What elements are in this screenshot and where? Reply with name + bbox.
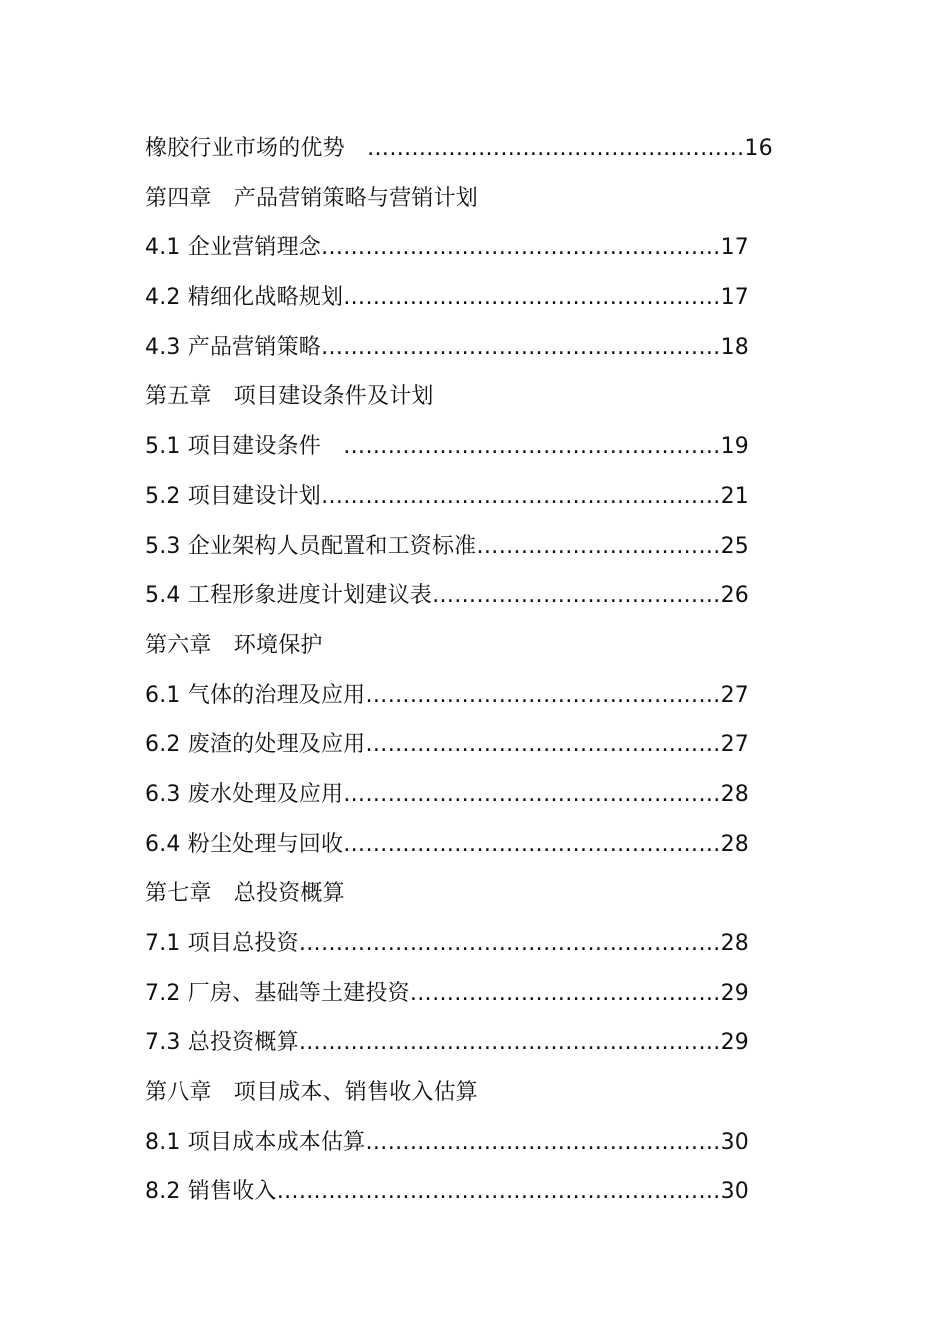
toc-entry-5-4: 5.4 工程形象进度计划建议表…………………………………26 — [145, 583, 749, 609]
toc-entry-8-2: 8.2 销售收入……………………………………………………30 — [145, 1179, 749, 1205]
toc-entry-7-1: 7.1 项目总投资…………………………………………………28 — [145, 931, 749, 956]
toc-entry-7-2: 7.2 厂房、基础等土建投资……………………………………29 — [145, 980, 749, 1006]
toc-entry-7-3: 7.3 总投资概算…………………………………………………29 — [145, 1030, 749, 1056]
toc-chapter-6: 第六章 环境保护 — [145, 632, 323, 658]
toc-entry-4-1: 4.1 企业营销理念………………………………………………17 — [145, 235, 749, 261]
toc-chapter-7: 第七章 总投资概算 — [145, 881, 345, 907]
toc-entry-5-2: 5.2 项目建设计划………………………………………………21 — [145, 483, 749, 509]
toc-entry-4-2: 4.2 精细化战略规划……………………………………………17 — [145, 285, 749, 311]
toc-entry-5-3: 5.3 企业架构人员配置和工资标准……………………………25 — [145, 533, 749, 559]
toc-entry-6-1: 6.1 气体的治理及应用…………………………………………27 — [145, 682, 749, 708]
toc-entry-8-1: 8.1 项目成本成本估算…………………………………………30 — [145, 1129, 749, 1155]
toc-chapter-4: 第四章 产品营销策略与营销计划 — [145, 185, 479, 211]
toc-chapter-5: 第五章 项目建设条件及计划 — [145, 384, 434, 410]
table-of-contents — [145, 124, 845, 1217]
toc-entry-5-1: 5.1 项目建设条件 ……………………………………………19 — [145, 434, 749, 460]
toc-entry-4-3: 4.3 产品营销策略………………………………………………18 — [145, 334, 749, 360]
toc-chapter-8: 第八章 项目成本、销售收入估算 — [145, 1080, 479, 1106]
toc-entry-6-4: 6.4 粉尘处理与回收……………………………………………28 — [145, 831, 749, 857]
toc-entry-6-2: 6.2 废渣的处理及应用…………………………………………27 — [145, 732, 749, 758]
toc-entry-rubber-market-advantage: 橡胶行业市场的优势 ……………………………………………16 — [145, 136, 773, 161]
toc-entry-6-3: 6.3 废水处理及应用……………………………………………28 — [145, 781, 749, 807]
